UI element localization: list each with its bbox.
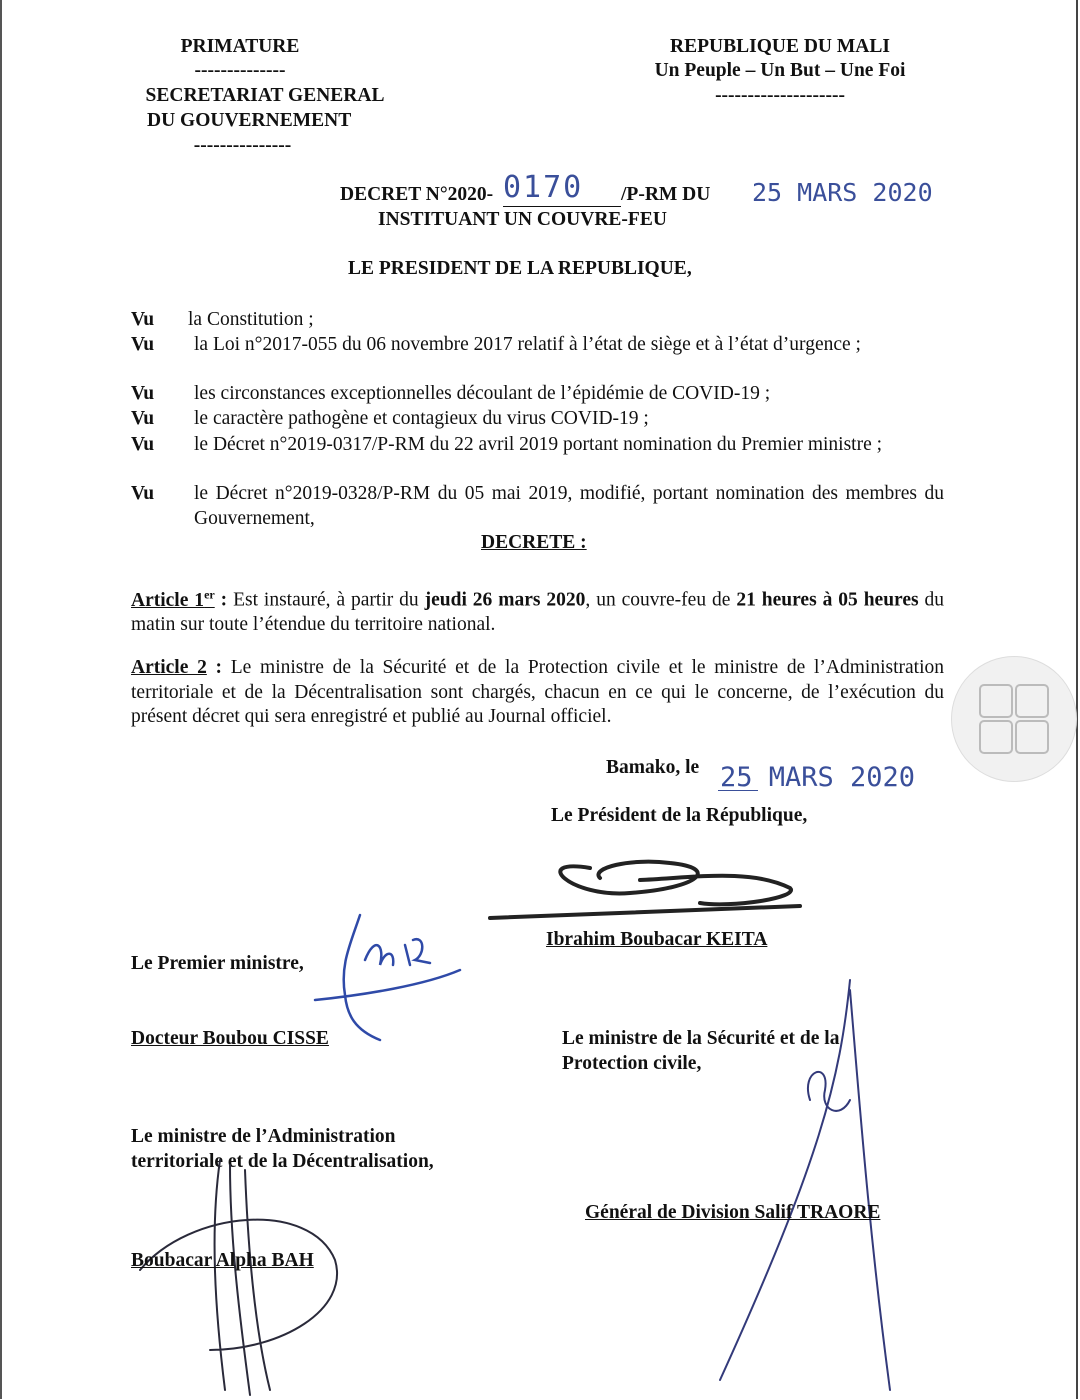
visa-text: le caractère pathogène et contagieux du virus COVID-19 ; <box>194 408 649 429</box>
security-minister-signature <box>700 960 940 1400</box>
header-secretariat: SECRETARIAT GENERAL <box>145 85 385 106</box>
header-left-separator-2: --------------- <box>193 135 292 156</box>
president-name: Ibrahim Boubacar KEITA <box>546 929 768 950</box>
president-heading: LE PRESIDENT DE LA REPUBLIQUE, <box>348 258 692 279</box>
closing-place: Bamako, le <box>606 757 700 778</box>
decret-subtitle: INSTITUANT UN COUVRE-FEU <box>378 209 667 230</box>
visa-text: la Loi n°2017-055 du 06 novembre 2017 relatif à l’état de siège et à l’état d’urgence ; <box>194 334 861 355</box>
article-2: Article 2 : Le ministre de la Sécurité et de la Protection civile et le ministre de l’Administration territoriale et de la Décentralisation sont chargés, chacun en ce qui le concerne, de l’exécution du présent décret qui sera enregistré et publié au Journal officiel. <box>131 657 944 727</box>
admin-minister-name: Boubacar Alpha BAH <box>131 1250 314 1271</box>
security-minister-title-1: Le ministre de la Sécurité et de la <box>562 1028 840 1049</box>
admin-minister-signature <box>130 1150 360 1399</box>
header-right-separator: -------------------- <box>715 85 845 106</box>
decret-number-stamp: 0170 <box>503 170 584 205</box>
decret-number-line <box>503 206 621 207</box>
vu-label: Vu <box>131 309 155 330</box>
vu-label: Vu <box>131 483 155 504</box>
decret-date-stamp: 25 MARS 2020 <box>752 178 933 207</box>
stamp-underline <box>718 790 758 791</box>
grid-square-icon <box>979 684 1013 718</box>
visa-text: le Décret n°2019-0317/P-RM du 22 avril 2019 portant nomination du Premier ministre ; <box>194 434 883 455</box>
grid-square-icon <box>1015 684 1049 718</box>
visa-text: la Constitution ; <box>188 309 314 330</box>
vu-label: Vu <box>131 434 155 455</box>
header-left-separator-1: -------------- <box>194 60 286 81</box>
header-gouvernement: DU GOUVERNEMENT <box>147 110 352 131</box>
visa-2 <box>131 333 944 358</box>
visa-text: le Décret n°2019-0328/P-RM du 05 mai 2019, modifié, portant nomination des membres du Gouvernement, <box>194 483 944 529</box>
article-2-label: Article 2 <box>131 657 207 678</box>
security-minister-title-2: Protection civile, <box>562 1053 702 1074</box>
vu-label: Vu <box>131 383 155 404</box>
scan-overlay-button[interactable] <box>951 656 1077 782</box>
article-1: Article 1er : Est instauré, à partir du jeudi 26 mars 2020, un couvre-feu de 21 heures à 05 heures du matin sur toute l’étendue du territoire national. <box>131 587 945 635</box>
header-motto: Un Peuple – Un But – Une Foi <box>654 60 906 81</box>
grid-square-icon <box>1015 720 1049 754</box>
decret-prefix: DECRET N°2020- <box>340 184 494 205</box>
pm-name: Docteur Boubou CISSE <box>131 1028 329 1049</box>
header-republique: REPUBLIQUE DU MALI <box>670 36 890 57</box>
president-title: Le Président de la République, <box>551 805 808 826</box>
vu-label: Vu <box>131 408 155 429</box>
pm-title: Le Premier ministre, <box>131 953 304 974</box>
visa-text: les circonstances exceptionnelles découlant de l’épidémie de COVID-19 ; <box>194 383 771 404</box>
decrete-heading: DECRETE : <box>481 532 587 553</box>
grid-square-icon <box>979 720 1013 754</box>
pm-signature <box>285 905 465 1045</box>
article-1-label: Article 1er <box>131 587 215 611</box>
admin-minister-title-2: territoriale et de la Décentralisation, <box>131 1151 434 1172</box>
visa-3 <box>131 382 944 407</box>
vu-label: Vu <box>131 334 155 355</box>
decret-suffix: /P-RM DU <box>621 184 711 205</box>
visa-6 <box>131 482 944 531</box>
closing-date-stamp: 25 MARS 2020 <box>720 762 916 793</box>
header-primature: PRIMATURE <box>180 36 300 57</box>
president-signature <box>470 848 810 928</box>
admin-minister-title-1: Le ministre de l’Administration <box>131 1126 396 1147</box>
visa-5 <box>131 433 944 458</box>
visa-1 <box>131 308 944 333</box>
visa-4 <box>131 407 944 432</box>
security-minister-name: Général de Division Salif TRAORE <box>585 1202 881 1223</box>
